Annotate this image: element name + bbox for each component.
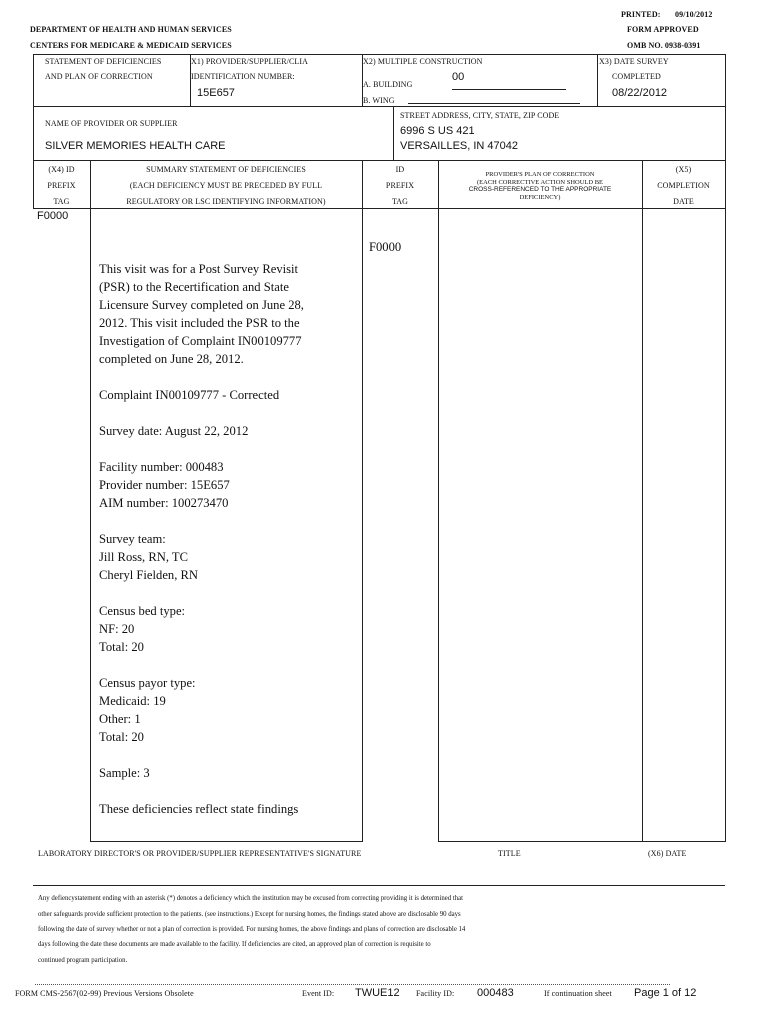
printed-label: PRINTED: — [621, 10, 661, 19]
plan-line2: (EACH CORRECTIVE ACTION SHOULD BE — [476, 179, 604, 186]
facility-id-label: Facility ID: — [416, 989, 455, 998]
summary-line2: (EACH DEFICIENCY MUST BE PRECEDED BY FULL — [129, 181, 323, 190]
x6-date-label: (X6) DATE — [648, 849, 687, 858]
date-survey-value: 08/22/2012 — [612, 87, 668, 99]
disclaimer-line3: following the date of survey whether or not a plan of correction is provided. For nursing homes, the above findings and plans of correction are disclosable 14 — [38, 926, 466, 933]
x5-line1: (X5) — [675, 165, 692, 174]
statement-label-line1: STATEMENT OF DEFICIENCIES — [45, 57, 162, 66]
x2-label: X2) MULTIPLE CONSTRUCTION — [363, 57, 483, 66]
x3-label-line1: X3) DATE SURVEY — [599, 57, 669, 66]
facility-id-value: 000483 — [477, 987, 514, 999]
disclaimer-line5: continued program participation. — [38, 957, 128, 964]
provider-name-label: NAME OF PROVIDER OR SUPPLIER — [45, 119, 178, 128]
continuation-label: If continuation sheet — [544, 989, 612, 998]
summary-line3: REGULATORY OR LSC IDENTIFYING INFORMATION) — [126, 197, 326, 206]
address-line1: 6996 S US 421 — [400, 125, 475, 137]
x3-label-line2: COMPLETED — [612, 72, 661, 81]
left-prefix-tag: F0000 — [37, 210, 69, 222]
summary-statement-text: This visit was for a Post Survey Revisit (PSR) to the Recertification and State Licensure Survey completed on June 28, 2012. This visit included the PSR to the Investigation of Complaint IN00109777 completed on June 28, 2012. Complaint IN00109777 - Corrected Survey date: August 22, 2012 Facility number: 000483 Provider number: 15E657 AIM number: 100273470 Survey team: Jill Ross, RN, TC Cheryl Fielden, RN Census bed type: NF: 20 Total: 20 Census payor type: Medicaid: 19 Other: 1 Total: 20 Sample: 3 These deficiencies reflect state findings — [99, 262, 304, 816]
x4-line2: PREFIX — [47, 181, 76, 190]
cms-title: CENTERS FOR MEDICARE & MEDICAID SERVICES — [30, 41, 232, 50]
id-line1: ID — [395, 165, 405, 174]
form-approved: FORM APPROVED — [627, 25, 699, 34]
provider-id-value: 15E657 — [197, 87, 235, 99]
event-id-value: TWUE12 — [355, 987, 400, 999]
printed-date: 09/10/2012 — [675, 10, 713, 19]
event-id-label: Event ID: — [302, 989, 335, 998]
address-line2: VERSAILLES, IN 47042 — [400, 140, 519, 152]
right-prefix-tag: F0000 — [369, 240, 402, 254]
provider-name-value: SILVER MEMORIES HEALTH CARE — [45, 140, 226, 152]
id-line2: PREFIX — [385, 181, 415, 190]
plan-line3: CROSS-REFERENCED TO THE APPROPRIATE — [468, 186, 612, 193]
department-title: DEPARTMENT OF HEALTH AND HUMAN SERVICES — [30, 25, 232, 34]
page-number: Page 1 of 12 — [634, 987, 697, 999]
x5-line3: DATE — [673, 197, 694, 206]
form-number: FORM CMS-2567(02-99) Previous Versions Obsolete — [15, 989, 194, 998]
statement-label-line2: AND PLAN OF CORRECTION — [45, 72, 153, 81]
wing-label: B. WING — [363, 96, 395, 105]
x4-line3: TAG — [53, 197, 70, 206]
building-value: 00 — [452, 71, 465, 83]
plan-line1: PROVIDER'S PLAN OF CORRECTION — [485, 171, 595, 178]
id-line3: TAG — [391, 197, 409, 206]
disclaimer-line4: days following the date these documents are made available to the facility. If deficiencies are cited, an approved plan of correction is requisite to — [38, 941, 431, 948]
x4-line1: (X4) ID — [48, 165, 75, 174]
x1-label-line2: IDENTIFICATION NUMBER: — [191, 72, 295, 81]
disclaimer-line1: Any defiencystatement ending with an asterisk (*) denotes a deficiency which the institution may be excused from correcting providing it is determined that — [38, 895, 464, 902]
title-label: TITLE — [498, 849, 521, 858]
x1-label-line1: X1) PROVIDER/SUPPLIER/CLIA — [191, 57, 309, 66]
summary-line1: SUMMARY STATEMENT OF DEFICIENCIES — [146, 165, 306, 174]
address-label: STREET ADDRESS, CITY, STATE, ZIP CODE — [400, 111, 560, 120]
omb-number: OMB NO. 0938-0391 — [627, 41, 701, 50]
disclaimer-line2: other safeguards provide sufficient protection to the patients. (see instructions.) Except for nursing homes, the findings stated above are disclosable 90 days — [38, 911, 461, 918]
x5-line2: COMPLETION — [657, 181, 710, 190]
director-signature-label: LABORATORY DIRECTOR'S OR PROVIDER/SUPPLIER REPRESENTATIVE'S SIGNATURE — [38, 849, 362, 858]
plan-line4: DEFICIENCY) — [519, 194, 561, 201]
building-label: A. BUILDING — [363, 80, 413, 89]
